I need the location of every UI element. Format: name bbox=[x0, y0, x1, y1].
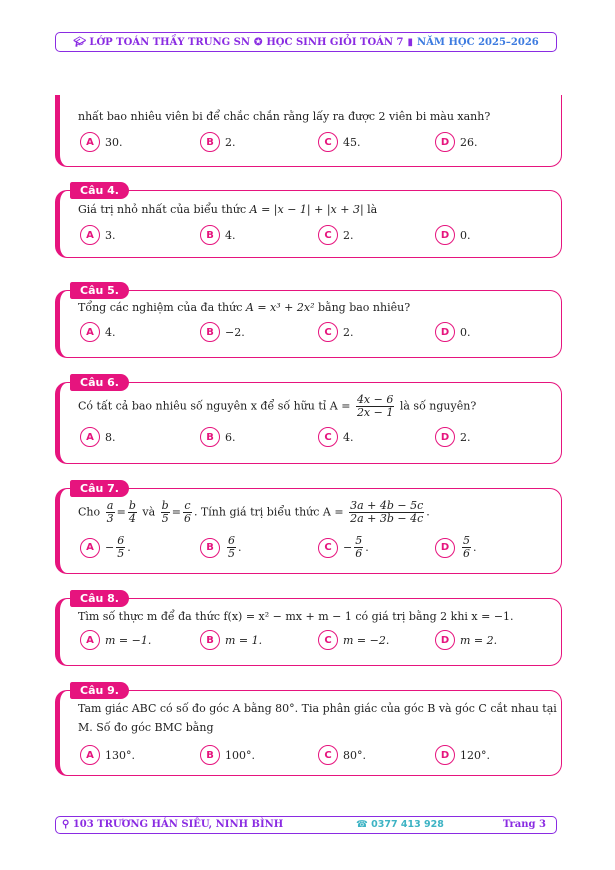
option-value: 4. bbox=[225, 228, 236, 242]
option-letter: D bbox=[435, 427, 455, 447]
option-b[interactable] bbox=[200, 427, 236, 447]
option-letter: A bbox=[80, 427, 100, 447]
question-text-line-1: Tam giác ABC có số đo góc A bằng 80°. Tia phân giác của góc B và góc C cắt nhau tại bbox=[78, 702, 557, 715]
option-a[interactable]: A − $\frac{6}{5}$ . bbox=[80, 535, 131, 560]
option-value: 0. bbox=[460, 325, 471, 339]
option-letter: C bbox=[318, 132, 338, 152]
option-c[interactable]: C − $\frac{5}{6}$ . bbox=[318, 535, 369, 560]
numerator: 6 bbox=[117, 534, 125, 547]
question-text bbox=[78, 394, 476, 419]
text: là bbox=[367, 203, 378, 216]
question-card-4 bbox=[55, 184, 562, 258]
option-b[interactable] bbox=[200, 745, 255, 765]
option-value: m = 1. bbox=[225, 633, 263, 647]
option-letter: C bbox=[318, 630, 338, 650]
fraction bbox=[227, 535, 236, 560]
option-value: −2. bbox=[225, 325, 245, 339]
option-d[interactable] bbox=[435, 745, 490, 765]
option-letter: D bbox=[435, 745, 455, 765]
option-value: 2. bbox=[343, 325, 354, 339]
denominator: 6 bbox=[183, 512, 191, 525]
option-letter: D bbox=[435, 225, 455, 245]
option-c[interactable] bbox=[318, 630, 389, 650]
option-a[interactable] bbox=[80, 427, 116, 447]
option-c[interactable] bbox=[318, 225, 354, 245]
phone-text: 0377 413 928 bbox=[371, 819, 444, 830]
option-value: 4. bbox=[343, 430, 354, 444]
option-letter: A bbox=[80, 630, 100, 650]
question-text: Cho $\frac{a}{3}$ = $\frac{b}{4}$ và $\frac{b}{5}$ = $\frac{c}{6}$ . Tính giá trị biểu thức A = $\frac{3a + 4b - 5c}{2a + 3b - 4c}$ . bbox=[78, 499, 430, 525]
math-expression: A = x³ + 2x² bbox=[245, 301, 315, 314]
numerator: b bbox=[161, 499, 169, 512]
option-value: 130°. bbox=[105, 748, 135, 762]
fraction bbox=[128, 500, 137, 525]
fraction bbox=[354, 535, 363, 560]
fraction bbox=[106, 500, 115, 525]
option-letter: D bbox=[435, 538, 455, 558]
footer-address bbox=[62, 819, 283, 830]
header-class-name: LỚP TOÁN THẦY TRUNG SN bbox=[89, 36, 250, 48]
option-letter: A bbox=[80, 225, 100, 245]
option-b[interactable] bbox=[200, 322, 245, 342]
option-value: 45. bbox=[343, 135, 361, 149]
question-text bbox=[78, 203, 377, 217]
question-text: nhất bao nhiêu viên bi để chắc chắn rằng lấy ra được 2 viên bi màu xanh? bbox=[78, 110, 491, 123]
option-value: m = −2. bbox=[343, 633, 390, 647]
fraction bbox=[356, 394, 394, 419]
option-a[interactable] bbox=[80, 630, 151, 650]
option-value: 3. bbox=[105, 228, 116, 242]
text: Có tất cả bao nhiêu số nguyên x để số hữu tỉ A = bbox=[78, 399, 351, 413]
numerator: b bbox=[128, 499, 136, 512]
phone-icon: ☎ bbox=[356, 819, 368, 830]
text: bằng bao nhiêu? bbox=[317, 301, 411, 314]
option-c[interactable] bbox=[318, 427, 354, 447]
option-a[interactable] bbox=[80, 745, 135, 765]
option-value: 2. bbox=[460, 430, 471, 444]
question-text-line-2: M. Số đo góc BMC bằng bbox=[78, 721, 214, 734]
math-expression: A = |x − 1| + |x + 3| bbox=[249, 203, 364, 216]
question-label: Câu 5. bbox=[70, 282, 129, 299]
option-b[interactable] bbox=[200, 132, 236, 152]
option-d[interactable] bbox=[435, 225, 471, 245]
option-d[interactable] bbox=[435, 322, 471, 342]
fraction bbox=[349, 500, 424, 525]
fraction bbox=[183, 500, 192, 525]
question-card-3 bbox=[55, 95, 562, 167]
option-letter: D bbox=[435, 630, 455, 650]
denominator: 5 bbox=[117, 547, 125, 560]
question-label: Câu 4. bbox=[70, 182, 129, 199]
denominator: 2a + 3b − 4c bbox=[350, 512, 424, 525]
option-a[interactable] bbox=[80, 225, 116, 245]
option-value: m = −1. bbox=[105, 633, 152, 647]
header-course: HỌC SINH GIỎI TOÁN 7 bbox=[266, 36, 404, 48]
option-value: 6. bbox=[225, 430, 236, 444]
option-letter: B bbox=[200, 745, 220, 765]
option-letter: C bbox=[318, 427, 338, 447]
option-value: m = 2. bbox=[460, 633, 498, 647]
option-d[interactable]: D $\frac{5}{6}$ . bbox=[435, 535, 477, 560]
option-sign: − bbox=[105, 541, 115, 554]
fraction bbox=[116, 535, 125, 560]
denominator: 4 bbox=[128, 512, 136, 525]
question-card-9 bbox=[55, 684, 562, 776]
page-number: Trang 3 bbox=[502, 819, 546, 830]
option-value: 100°. bbox=[225, 748, 255, 762]
denominator: 6 bbox=[463, 547, 470, 560]
text: là số nguyên? bbox=[399, 399, 477, 413]
option-letter: B bbox=[200, 132, 220, 152]
option-b[interactable]: B $\frac{6}{5}$ . bbox=[200, 535, 242, 560]
star-icon: ✪ bbox=[253, 36, 263, 48]
denominator: 6 bbox=[355, 547, 363, 560]
denominator: 5 bbox=[161, 512, 169, 525]
question-card-7 bbox=[55, 482, 562, 574]
option-b[interactable] bbox=[200, 225, 236, 245]
page-header bbox=[55, 32, 557, 52]
question-card-5 bbox=[55, 284, 562, 358]
text: và bbox=[142, 505, 156, 519]
option-b[interactable] bbox=[200, 630, 262, 650]
option-value: 0. bbox=[460, 228, 471, 242]
option-a[interactable] bbox=[80, 132, 123, 152]
question-text bbox=[78, 301, 410, 315]
option-value: 8. bbox=[105, 430, 116, 444]
option-sign: − bbox=[343, 541, 353, 554]
option-letter: B bbox=[200, 322, 220, 342]
option-a[interactable] bbox=[80, 322, 116, 342]
book-icon: ▮ bbox=[407, 36, 414, 48]
question-label: Câu 6. bbox=[70, 374, 129, 391]
text: Cho bbox=[78, 505, 101, 519]
fraction bbox=[161, 500, 170, 525]
numerator: 4x − 6 bbox=[356, 393, 394, 406]
option-letter: D bbox=[435, 322, 455, 342]
option-letter: A bbox=[80, 322, 100, 342]
option-value: 2. bbox=[225, 135, 236, 149]
option-c[interactable] bbox=[318, 745, 366, 765]
question-card-8 bbox=[55, 592, 562, 666]
text: Tổng các nghiệm của đa thức bbox=[78, 301, 243, 314]
header-school-year: NĂM HỌC 2025–2026 bbox=[417, 36, 539, 48]
option-value: 120°. bbox=[460, 748, 490, 762]
footer-phone bbox=[356, 819, 444, 830]
numerator: 3a + 4b − 5c bbox=[350, 499, 424, 512]
option-value: 30. bbox=[105, 135, 123, 149]
option-d[interactable] bbox=[435, 630, 497, 650]
numerator: c bbox=[184, 499, 191, 512]
question-card-6 bbox=[55, 376, 562, 464]
option-letter: B bbox=[200, 427, 220, 447]
option-d[interactable] bbox=[435, 132, 478, 152]
option-c[interactable] bbox=[318, 132, 361, 152]
question-text: Tìm số thực m để đa thức f(x) = x² − mx + m − 1 có giá trị bằng 2 khi x = −1. bbox=[78, 610, 514, 623]
option-letter: B bbox=[200, 630, 220, 650]
option-letter: D bbox=[435, 132, 455, 152]
question-label: Câu 8. bbox=[70, 590, 129, 607]
graduation-cap-icon: 🎓︎ bbox=[73, 36, 86, 48]
option-value: 2. bbox=[343, 228, 354, 242]
option-letter: A bbox=[80, 132, 100, 152]
option-letter: C bbox=[318, 745, 338, 765]
option-letter: C bbox=[318, 322, 338, 342]
map-pin-icon: ⚲ bbox=[62, 819, 70, 830]
option-letter: B bbox=[200, 538, 220, 558]
numerator: 6 bbox=[228, 534, 235, 547]
address-text: 103 TRƯƠNG HÁN SIÊU, NINH BÌNH bbox=[72, 819, 284, 830]
denominator: 5 bbox=[228, 547, 235, 560]
option-letter: A bbox=[80, 538, 100, 558]
option-value: 4. bbox=[105, 325, 116, 339]
denominator: 3 bbox=[106, 512, 114, 525]
text: Giá trị nhỏ nhất của biểu thức bbox=[78, 203, 247, 216]
fraction bbox=[462, 535, 471, 560]
option-c[interactable] bbox=[318, 322, 354, 342]
question-label: Câu 9. bbox=[70, 682, 129, 699]
question-label: Câu 7. bbox=[70, 480, 129, 497]
option-letter: B bbox=[200, 225, 220, 245]
option-d[interactable] bbox=[435, 427, 471, 447]
option-value: 80°. bbox=[343, 748, 366, 762]
numerator: 5 bbox=[355, 534, 363, 547]
numerator: a bbox=[106, 499, 114, 512]
option-letter: A bbox=[80, 745, 100, 765]
page-footer bbox=[55, 816, 557, 834]
option-value: 26. bbox=[460, 135, 478, 149]
text: . Tính giá trị biểu thức A = bbox=[193, 505, 344, 519]
option-letter: C bbox=[318, 225, 338, 245]
numerator: 5 bbox=[463, 534, 470, 547]
option-letter: C bbox=[318, 538, 338, 558]
denominator: 2x − 1 bbox=[356, 406, 394, 419]
